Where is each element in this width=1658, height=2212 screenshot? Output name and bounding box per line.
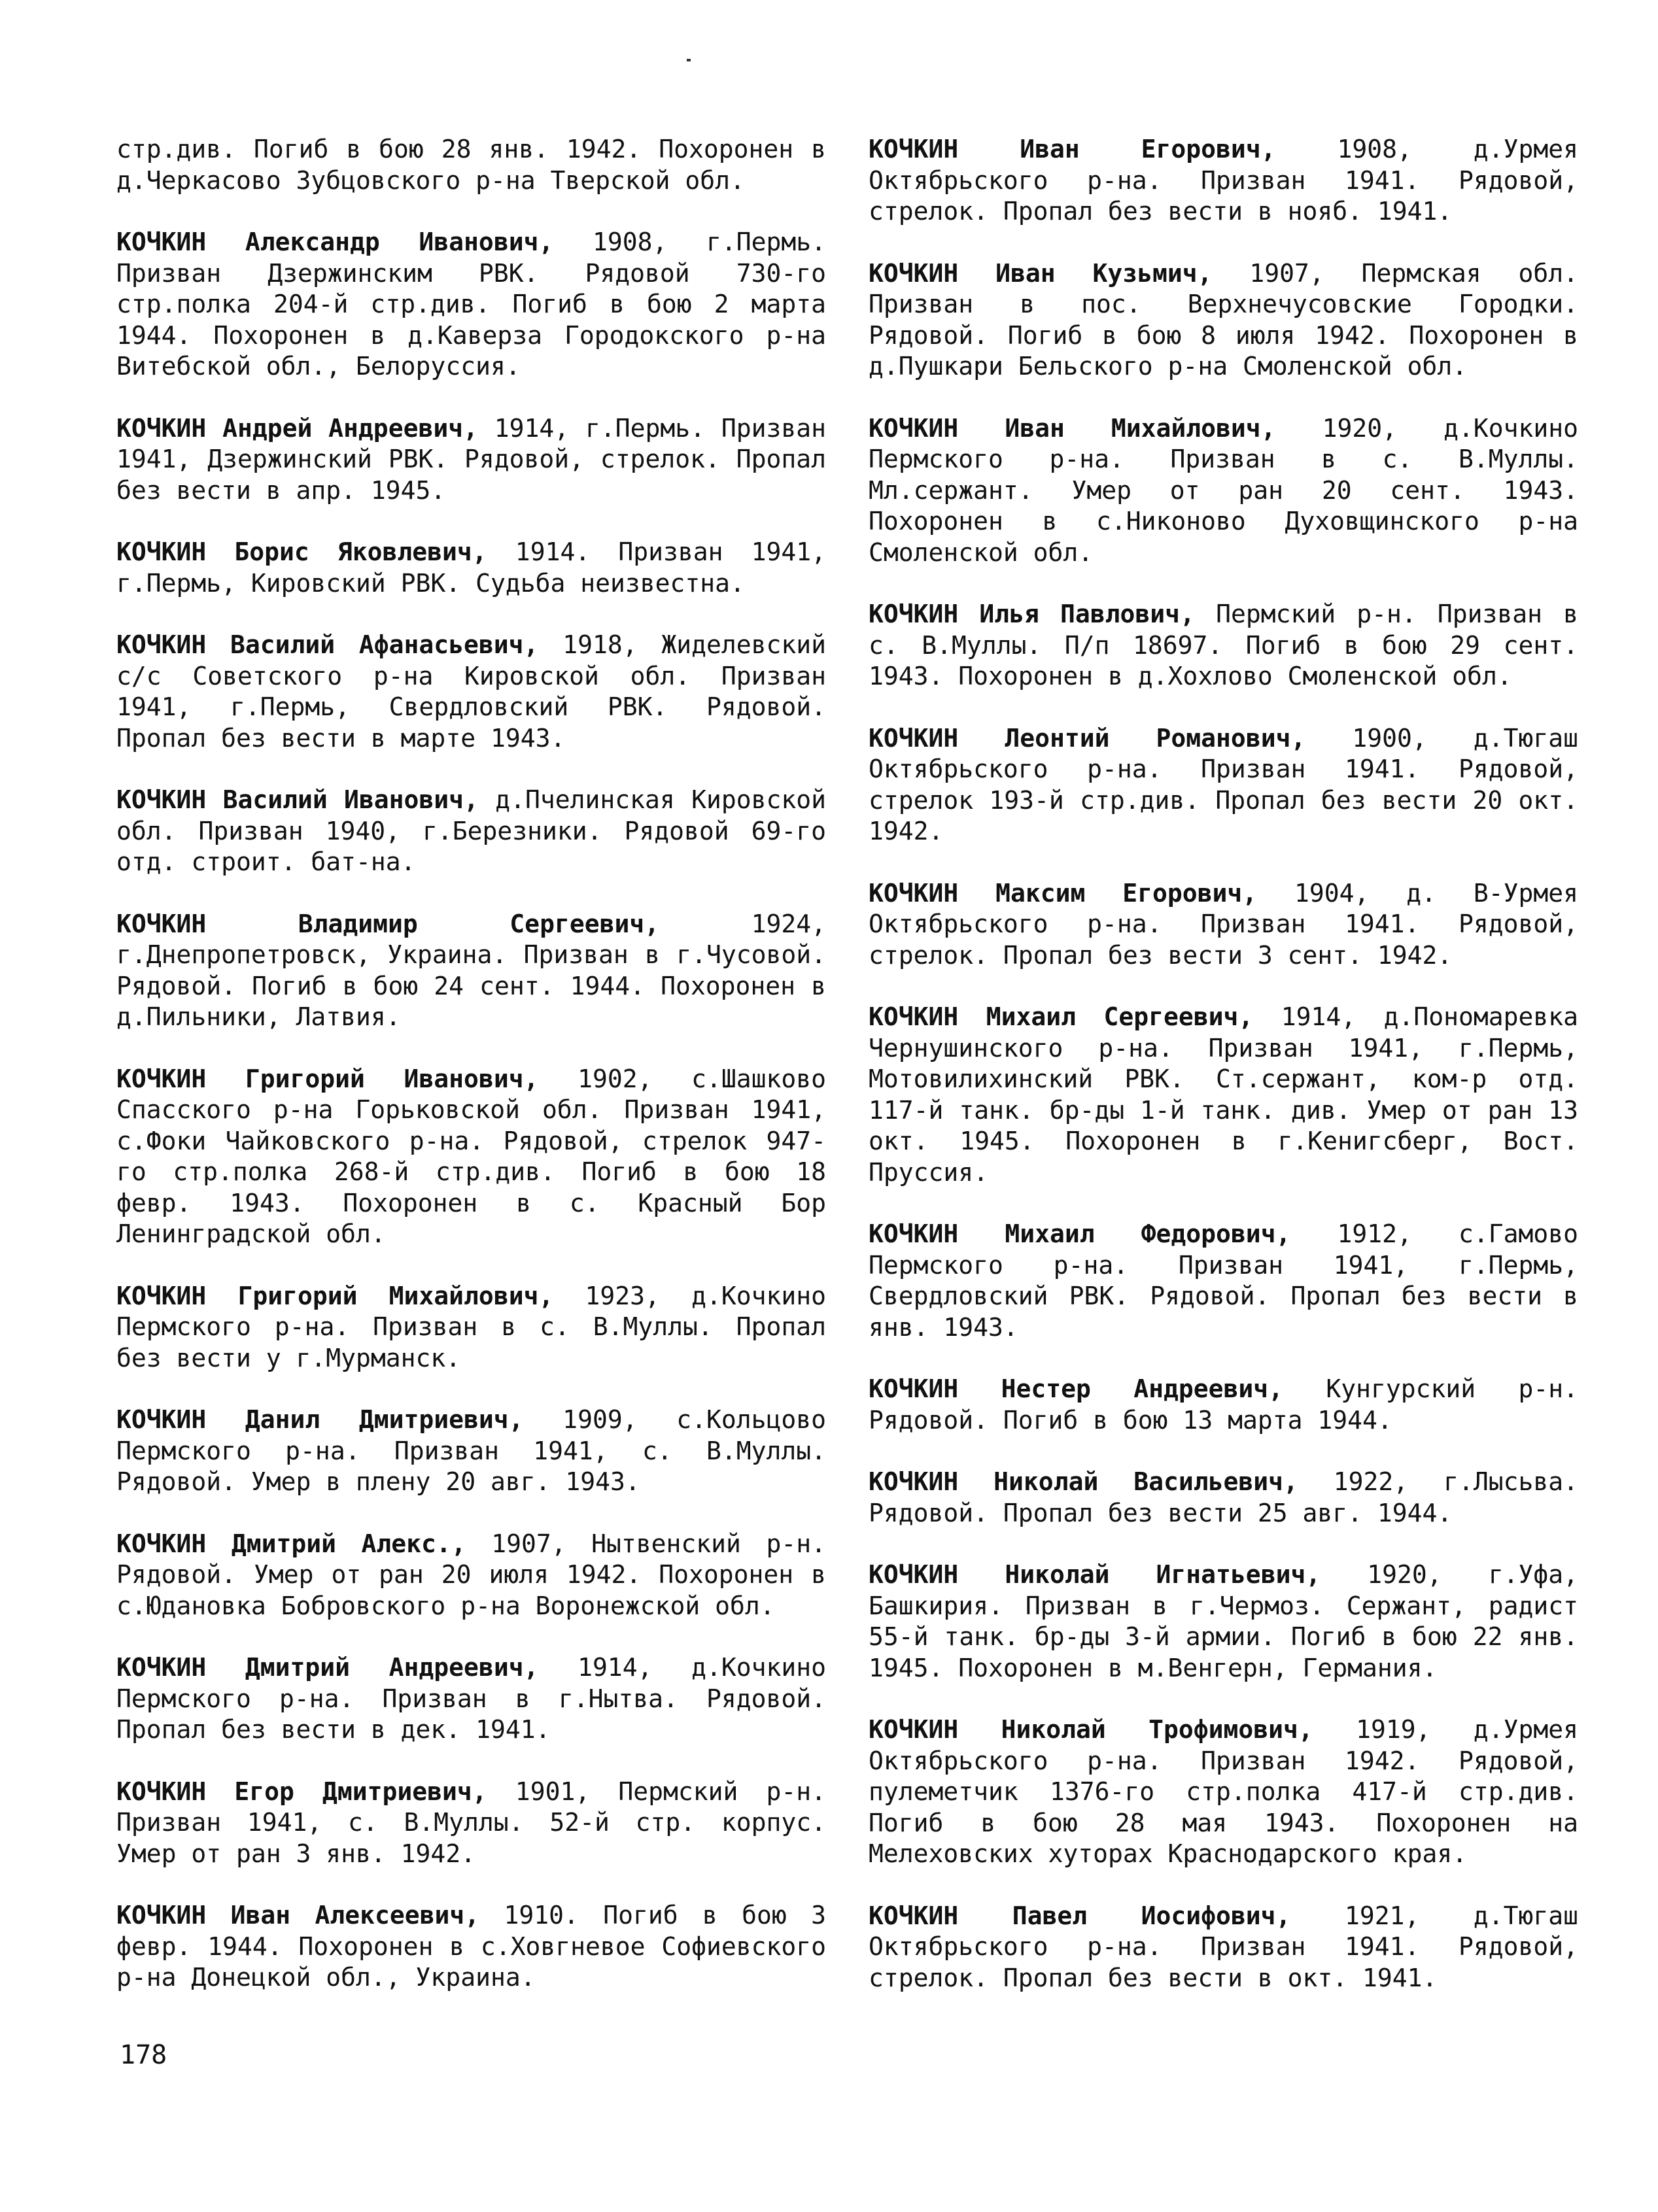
entry-kochkin-grigoriy-mikhaylovich	[116, 1281, 826, 1374]
entry-kochkin-vasiliy-afanasevich	[116, 630, 826, 754]
entry-name: КОЧКИН Василий Афанасьевич,	[116, 630, 539, 659]
entry-continuation	[116, 134, 826, 196]
entry-text: 1909, с.Кольцово Пермского р-на. Призван 1941, с. В.Муллы. Рядовой. Умер в плену 20 авг. 1943.	[116, 1405, 826, 1496]
entry-kochkin-ivan-mikhaylovich	[869, 413, 1578, 569]
entry-kochkin-mikhail-fedorovich	[869, 1219, 1578, 1343]
entry-name: КОЧКИН Егор Дмитриевич,	[116, 1777, 487, 1806]
entry-text: 1918, Жиделевский с/с Советского р-на Кировской обл. Призван 1941, г.Пермь, Свердловский РВК. Рядовой. Пропал без вести в марте 1943.	[116, 630, 826, 753]
entry-name: КОЧКИН Николай Трофимович,	[869, 1715, 1313, 1744]
entry-name: КОЧКИН Иван Егорович,	[869, 135, 1276, 163]
entry-text: 1908, г.Пермь. Призван Дзержинским РВК. Рядовой 730-го стр.полка 204-й стр.див. Погиб в бою 2 марта 1944. Похоронен в д.Каверза Городокского р-на Витебской обл., Белоруссия.	[116, 228, 826, 381]
entry-kochkin-ilya-pavlovich	[869, 599, 1578, 692]
entry-name: КОЧКИН Дмитрий Андреевич,	[116, 1653, 539, 1682]
entry-kochkin-nikolay-ignatevich	[869, 1559, 1578, 1684]
entry-name: КОЧКИН Андрей Андреевич,	[116, 413, 478, 443]
entry-text: 1920, д.Кочкино Пермского р-на. Призван в с. В.Муллы. Мл.сержант. Умер от ран 20 сент. 1943. Похоронен в с.Никоново Духовщинского р-на Смоленской обл.	[869, 413, 1578, 567]
entry-kochkin-maksim-egorovich	[869, 878, 1578, 972]
entry-text: 1914. Призван 1941, г.Пермь, Кировский РВК. Судьба неизвестна.	[116, 537, 826, 598]
entry-text: 1920, г.Уфа, Башкирия. Призван в г.Чермоз. Сержант, радист 55-й танк. бр-ды 3-й армии. Погиб в бою 22 янв. 1945. Похоронен в м.Венгерн, Германия.	[869, 1560, 1578, 1682]
entry-name: КОЧКИН Дмитрий Алекс.,	[116, 1529, 466, 1558]
entry-kochkin-andrey-andreevich	[116, 413, 826, 507]
entry-name: КОЧКИН Иван Михайлович,	[869, 413, 1276, 443]
entry-text: 1912, с.Гамово Пермского р-на. Призван 1941, г.Пермь, Свердловский РВК. Рядовой. Пропал без вести в янв. 1943.	[869, 1219, 1578, 1342]
entry-name: КОЧКИН Григорий Иванович,	[116, 1064, 539, 1093]
entry-kochkin-nikolay-trofimovich	[869, 1714, 1578, 1870]
entry-kochkin-dmitriy-aleks	[116, 1529, 826, 1622]
entry-text: 1900, д.Тюгаш Октябрьского р-на. Призван 1941. Рядовой, стрелок 193-й стр.див. Пропал без вести 20 окт. 1942.	[869, 723, 1578, 845]
entry-text: 1919, д.Урмея Октябрьского р-на. Призван 1942. Рядовой, пулеметчик 1376-го стр.полка 417-й стр.див. Погиб в бою 28 мая 1943. Похоронен на Мелеховских хуторах Краснодарского края.	[869, 1715, 1578, 1868]
entry-kochkin-ivan-alekseevich	[116, 1900, 826, 1994]
entry-text: д.Пчелинская Кировской обл. Призван 1940, г.Березники. Рядовой 69-го отд. строит. бат-на.	[116, 785, 826, 876]
scan-speck	[687, 59, 691, 61]
entry-kochkin-pavel-iosifovich	[869, 1901, 1578, 1994]
entry-name: КОЧКИН Данил Дмитриевич,	[116, 1405, 524, 1434]
entry-text: 1922, г.Лысьва. Рядовой. Пропал без вести 25 авг. 1944.	[869, 1467, 1578, 1527]
entry-text: 1907, Пермская обл. Призван в пос. Верхнечусовские Городки. Рядовой. Погиб в бою 8 июля 1942. Похоронен в д.Пушкари Бельского р-на Смоленской обл.	[869, 258, 1578, 381]
entry-kochkin-nikolay-vasilevich	[869, 1467, 1578, 1529]
entry-kochkin-grigoriy-ivanovich	[116, 1064, 826, 1250]
entry-text: 1914, д.Пономаревка Чернушинского р-на. Призван 1941, г.Пермь, Мотовилихинский РВК. Ст.сержант, ком-р отд. 117-й танк. бр-ды 1-й танк. див. Умер от ран 13 окт. 1945. Похоронен в г.Кенигсберг, Вост. Пруссия.	[869, 1002, 1578, 1187]
entry-name: КОЧКИН Борис Яковлевич,	[116, 537, 487, 566]
entry-name: КОЧКИН Николай Игнатьевич,	[869, 1560, 1321, 1589]
entry-kochkin-vladimir-sergeevich	[116, 909, 826, 1033]
entry-kochkin-mikhail-sergeevich	[869, 1002, 1578, 1188]
entry-text: 1904, д. В-Урмея Октябрьского р-на. Призван 1941. Рядовой, стрелок. Пропал без вести 3 сент. 1942.	[869, 878, 1578, 970]
entry-text: 1907, Нытвенский р-н. Рядовой. Умер от ран 20 июля 1942. Похоронен в с.Юдановка Бобровского р-на Воронежской обл.	[116, 1529, 826, 1620]
entry-kochkin-ivan-egorovich	[869, 134, 1578, 228]
entry-kochkin-nester-andreevich	[869, 1374, 1578, 1436]
entry-name: КОЧКИН Николай Васильевич,	[869, 1467, 1298, 1496]
entry-text: 1914, д.Кочкино Пермского р-на. Призван в г.Нытва. Рядовой. Пропал без вести в дек. 1941.	[116, 1653, 826, 1744]
entry-text: 1914, г.Пермь. Призван 1941, Дзержинский РВК. Рядовой, стрелок. Пропал без вести в апр. 1945.	[116, 413, 826, 505]
entry-name: КОЧКИН Михаил Сергеевич,	[869, 1002, 1254, 1031]
entry-kochkin-boris-yakovlevich	[116, 537, 826, 599]
entry-name: КОЧКИН Василий Иванович,	[116, 785, 479, 814]
entry-kochkin-danil-dmitrievich	[116, 1404, 826, 1498]
entry-name: КОЧКИН Иван Кузьмич,	[869, 258, 1213, 288]
entry-text: 1923, д.Кочкино Пермского р-на. Призван в с. В.Муллы. Пропал без вести у г.Мурманск.	[116, 1281, 826, 1372]
page-number: 178	[120, 2040, 167, 2070]
entry-name: КОЧКИН Владимир Сергеевич,	[116, 909, 660, 938]
entry-kochkin-ivan-kuzmich	[869, 258, 1578, 383]
entry-text: 1901, Пермский р-н. Призван 1941, с. В.Муллы. 52-й стр. корпус. Умер от ран 3 янв. 1942.	[116, 1777, 826, 1868]
entry-name: КОЧКИН Леонтий Романович,	[869, 723, 1306, 753]
entry-text: 1902, с.Шашково Спасского р-на Горьковской обл. Призван 1941, с.Фоки Чайковского р-на. Рядовой, стрелок 947-го стр.полка 268-й стр.див. Погиб в бою 18 февр. 1943. Похоронен в с. Красный Бор Ленинградской обл.	[116, 1064, 826, 1248]
entry-kochkin-egor-dmitrievich	[116, 1777, 826, 1870]
entry-text: 1921, д.Тюгаш Октябрьского р-на. Призван 1941. Рядовой, стрелок. Пропал без вести в окт. 1941.	[869, 1901, 1578, 1992]
entry-text: стр.див. Погиб в бою 28 янв. 1942. Похоронен в д.Черкасово Зубцовского р-на Тверской обл.	[116, 135, 826, 195]
entry-kochkin-leontiy-romanovich	[869, 723, 1578, 847]
entry-name: КОЧКИН Иван Алексеевич,	[116, 1901, 480, 1930]
entry-text: 1908, д.Урмея Октябрьского р-на. Призван 1941. Рядовой, стрелок. Пропал без вести в нояб. 1941.	[869, 135, 1579, 226]
entry-text: 1924, г.Днепропетровск, Украина. Призван в г.Чусовой. Рядовой. Погиб в бою 24 сент. 1944. Похоронен в д.Пильники, Латвия.	[116, 909, 826, 1031]
entry-text: Пермский р-н. Призван в с. В.Муллы. П/п 18697. Погиб в бою 29 сент. 1943. Похоронен в д.Хохлово Смоленской обл.	[869, 600, 1578, 690]
entry-kochkin-aleksandr-ivanovich	[116, 227, 826, 383]
entry-name: КОЧКИН Максим Егорович,	[869, 878, 1258, 908]
entry-kochkin-dmitriy-andreevich	[116, 1652, 826, 1746]
left-column	[116, 134, 826, 2024]
entry-name: КОЧКИН Нестер Андреевич,	[869, 1374, 1284, 1403]
entry-name: КОЧКИН Илья Павлович,	[869, 600, 1195, 628]
entry-name: КОЧКИН Михаил Федорович,	[869, 1219, 1291, 1248]
right-column	[869, 134, 1578, 2024]
entry-text: Кунгурский р-н. Рядовой. Погиб в бою 13 марта 1944.	[869, 1374, 1578, 1435]
entry-text: 1910. Погиб в бою 3 февр. 1944. Похоронен в с.Ховгневое Софиевского р-на Донецкой обл., Украина.	[116, 1901, 826, 1992]
entry-name: КОЧКИН Александр Иванович,	[116, 228, 554, 256]
entry-name: КОЧКИН Павел Иосифович,	[869, 1901, 1291, 1930]
entry-name: КОЧКИН Григорий Михайлович,	[116, 1281, 554, 1310]
entry-kochkin-vasiliy-ivanovich	[116, 785, 826, 878]
